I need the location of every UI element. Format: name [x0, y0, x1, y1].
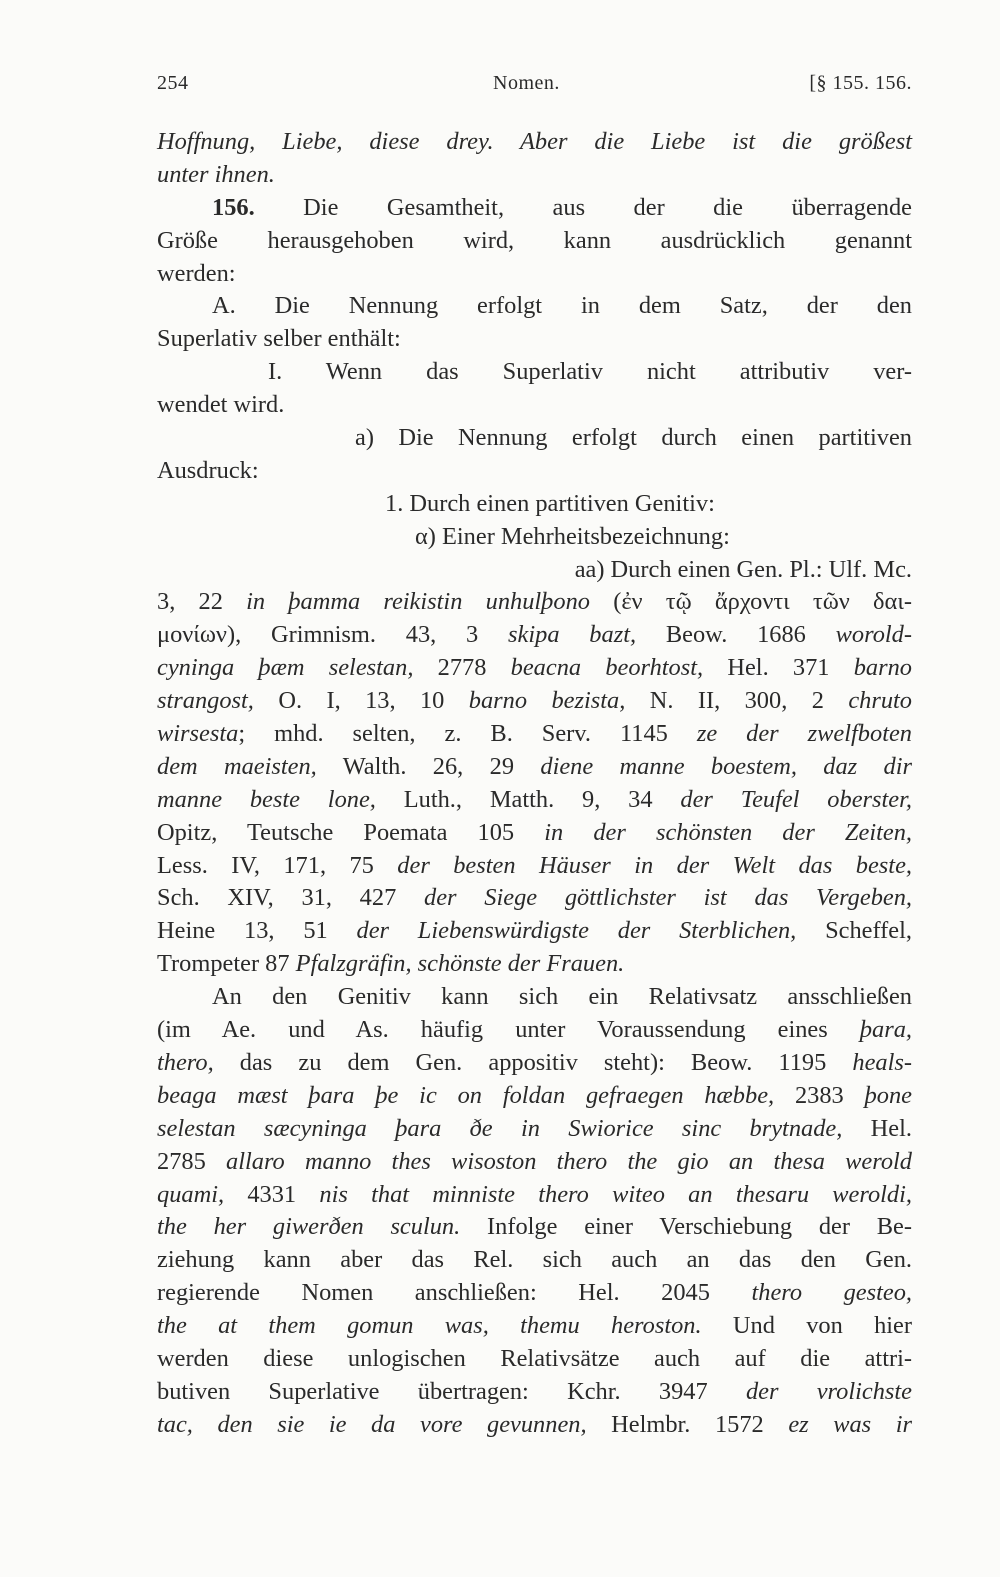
line-text: I. Wenn das Superlativ nicht attributiv ver- [268, 358, 912, 386]
text-line [157, 323, 912, 356]
line-text: Superlativ selber enthält: [157, 325, 401, 353]
line-text: A. Die Nennung erfolgt in dem Satz, der den [212, 292, 912, 320]
running-title: Nomen. [493, 72, 560, 94]
line-text: (ἐν τῷ ἄρχοντι τῶν δαι- [589, 588, 912, 616]
section-number: 156. [212, 193, 255, 221]
line-text: Scheffel, [796, 917, 912, 945]
line-text: 2383 [774, 1081, 865, 1109]
line-text: werden: [157, 259, 236, 287]
text-line [157, 159, 912, 192]
quoted-text: ze der zwelfboten [696, 720, 912, 748]
quoted-text: beacna beorhtost, [510, 654, 704, 682]
quoted-text: ez was ir [788, 1410, 912, 1438]
section-range: [§ 155. 156. [809, 72, 912, 94]
quoted-text: skipa bazt, [508, 621, 637, 649]
line-text: Walth. 26, 29 [316, 752, 541, 780]
line-text: wendet wird. [157, 391, 285, 419]
quoted-text: barno bezista, [468, 687, 626, 715]
line-text: Less. IV, 171, 75 [157, 851, 398, 879]
quoted-text: thero gesteo, [751, 1279, 913, 1307]
text-line [157, 488, 912, 521]
text-line [157, 455, 912, 488]
text-line [157, 619, 912, 652]
line-text: Trompeter 87 [157, 950, 296, 978]
text-line [157, 1244, 912, 1277]
text-line [157, 290, 912, 323]
quoted-text: in der schönsten der Zeiten, [544, 818, 912, 846]
text-line [157, 784, 912, 817]
quoted-text: in þamma reikistin unhulþono [246, 588, 590, 616]
quoted-text: nis that minniste thero witeo an thesaru weroldi, [319, 1180, 912, 1208]
text-line [157, 1080, 912, 1113]
quoted-text: quami, [157, 1180, 225, 1208]
quoted-text: Pfalzgräfin, schönste der Frauen. [295, 950, 625, 978]
line-text: butiven Superlative übertragen: Kchr. 3947 [157, 1377, 746, 1405]
quoted-text: wirsesta [157, 720, 239, 748]
text-line [157, 586, 912, 619]
text-line [157, 1211, 912, 1244]
line-text: Beow. 1686 [636, 621, 836, 649]
line-text: Helmbr. 1572 [586, 1410, 789, 1438]
text-line [157, 422, 912, 455]
text-line [157, 817, 912, 850]
line-text: N. II, 300, 2 [625, 687, 849, 715]
text-line [157, 1146, 912, 1179]
line-text: α) Einer Mehrheitsbezeichnung: [415, 522, 730, 550]
quoted-text: der Liebenswürdigste der Sterblichen, [356, 917, 797, 945]
line-text: Und von hier [701, 1312, 912, 1340]
line-text: (im Ae. und As. häufig unter Voraussendung eines [157, 1016, 860, 1044]
text-line [157, 652, 912, 685]
line-text: μονίων), Grimnism. 43, 3 [157, 621, 509, 649]
line-text: Die Gesamtheit, aus der die überragende [254, 193, 912, 221]
text-line [157, 948, 912, 981]
quoted-text: Hoffnung, Liebe, diese drey. Aber die Liebe ist die größest [157, 128, 912, 155]
line-text: werden diese unlogischen Relativsätze auch auf die attri- [157, 1344, 912, 1372]
line-text: regierende Nomen anschließen: Hel. 2045 [157, 1279, 752, 1307]
quoted-text: the at them gomun was, themu heroston. [157, 1312, 702, 1340]
line-text: aa) Durch einen Gen. Pl.: Ulf. Mc. [574, 555, 912, 583]
line-text: ziehung kann aber das Rel. sich auch an das den Gen. [157, 1246, 912, 1274]
text-line [157, 192, 912, 225]
line-text: 2778 [413, 654, 511, 682]
line-text: Luth., Matth. 9, 34 [375, 785, 681, 813]
text-line [157, 1179, 912, 1212]
quoted-text: allaro manno thes wisoston thero the gio an thesa werold [226, 1147, 912, 1175]
line-text: Größe herausgehoben wird, kann ausdrücklich genannt [157, 226, 912, 254]
line-text: Infolge einer Verschiebung der Be- [460, 1213, 912, 1241]
text-line [157, 356, 912, 389]
text-line [157, 1014, 912, 1047]
quoted-text: selestan sæcyninga þara ðe in Swiorice sinc brytnade, [157, 1114, 843, 1142]
quoted-text: the her giwerðen sculun. [157, 1213, 461, 1241]
line-text: Opitz, Teutsche Poemata 105 [157, 818, 545, 846]
line-text: das zu dem Gen. appositiv steht): Beow. 1195 [213, 1048, 853, 1076]
text-line [157, 882, 912, 915]
text-line [157, 258, 912, 291]
quoted-text: beaga mæst þara þe ic on foldan gefraegen hæbbe, [157, 1081, 775, 1109]
text-line [157, 1113, 912, 1146]
quoted-text: strangost, [157, 687, 254, 715]
quoted-text: der Teufel oberster, [680, 785, 912, 813]
text-line [157, 685, 912, 718]
text-line [157, 1409, 912, 1442]
line-text: Hel. 371 [703, 654, 854, 682]
text-line [157, 389, 912, 422]
quoted-text: dem maeisten, [157, 752, 317, 780]
text-line [157, 850, 912, 883]
line-text: Hel. [842, 1114, 912, 1142]
quoted-text: diene manne boestem, daz dir [540, 752, 912, 780]
text-line [157, 981, 912, 1014]
line-text: 3, 22 [157, 588, 247, 616]
quoted-text: der vrolichste [745, 1377, 912, 1405]
quoted-text: chruto [848, 687, 912, 715]
page-number: 254 [157, 72, 189, 94]
quoted-text: cyninga þæm selestan, [157, 654, 414, 682]
line-text: O. I, 13, 10 [253, 687, 469, 715]
line-text: An den Genitiv kann sich ein Relativsatz ansschließen [212, 983, 912, 1011]
text-line [157, 521, 912, 554]
line-text: 1. Durch einen partitiven Genitiv: [385, 489, 715, 517]
body-text [157, 126, 912, 1442]
quoted-text: worold- [835, 621, 912, 649]
line-text: Ausdruck: [157, 456, 259, 484]
text-line [157, 126, 912, 159]
line-text: 2785 [157, 1147, 226, 1175]
quoted-text: þone [864, 1081, 912, 1109]
text-line [157, 225, 912, 258]
text-line [157, 1047, 912, 1080]
text-line [157, 1310, 912, 1343]
quoted-text: der besten Häuser in der Welt das beste, [397, 851, 912, 879]
line-text: Heine 13, 51 [157, 917, 357, 945]
text-line [157, 1376, 912, 1409]
line-text: a) Die Nennung erfolgt durch einen partitiven [355, 424, 912, 452]
quoted-text: manne beste lone, [157, 785, 376, 813]
quoted-text: unter ihnen. [157, 160, 275, 188]
text-line [157, 1343, 912, 1376]
quoted-text: tac, den sie ie da vore gevunnen, [157, 1410, 587, 1438]
text-line [157, 751, 912, 784]
line-text: ; mhd. selten, z. B. Serv. 1145 [238, 720, 697, 748]
quoted-text: thero, [157, 1048, 214, 1076]
text-line [157, 718, 912, 751]
text-line [157, 554, 912, 587]
quoted-text: heals- [852, 1048, 912, 1076]
text-line [157, 915, 912, 948]
quoted-text: der Siege göttlichster ist das Vergeben, [424, 884, 913, 912]
line-text: Sch. XIV, 31, 427 [157, 884, 425, 912]
line-text: 4331 [224, 1180, 320, 1208]
quoted-text: barno [853, 654, 912, 682]
quoted-text: þara, [859, 1016, 912, 1044]
text-line [157, 1277, 912, 1310]
